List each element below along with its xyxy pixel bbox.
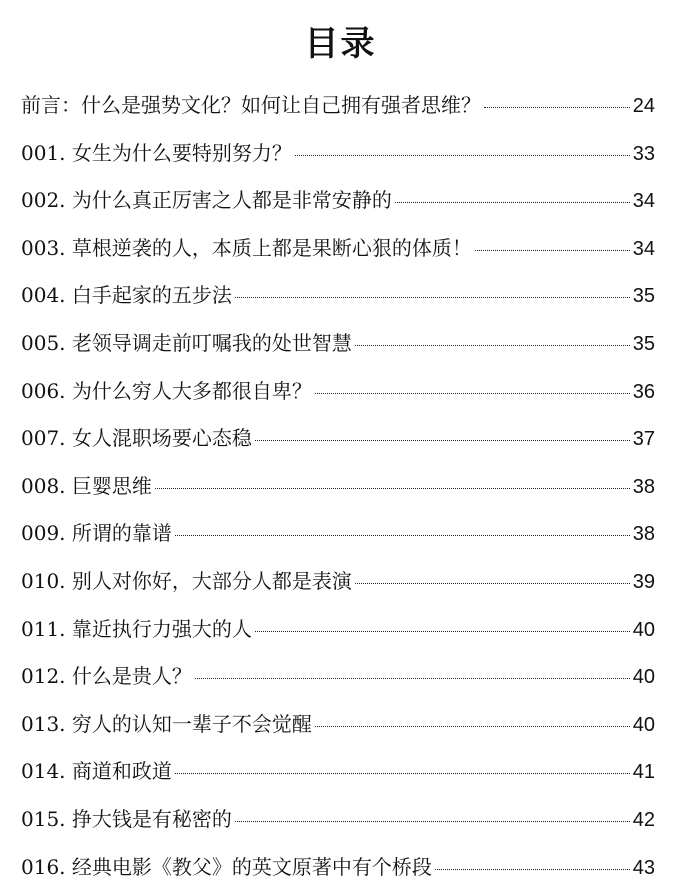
toc-page-number: 43 [632,856,655,879]
toc-page-number: 24 [632,95,655,117]
toc-entry-011[interactable] [21,606,655,654]
toc-entry-004[interactable] [21,272,655,320]
toc-page-number: 38 [632,523,655,546]
toc-entry-title: 008. 巨婴思维 [21,473,152,498]
toc-entry-title: 015. 挣大钱是有秘密的 [21,806,232,831]
toc-page-number: 39 [632,570,655,593]
toc-entry-title: 005. 老领导调走前叮嘱我的处世智慧 [21,330,352,355]
dot-leader [175,773,630,774]
toc-entry-007[interactable] [21,415,655,463]
dot-leader [484,107,630,108]
toc-page-number: 38 [632,475,655,498]
dot-leader [255,440,630,441]
toc-entry-003[interactable] [21,225,655,273]
toc-page-number: 35 [632,332,655,355]
toc-page-number: 36 [632,380,655,403]
toc-entry-title: 011. 靠近执行力强大的人 [21,616,252,641]
toc-entry-014[interactable] [21,748,655,796]
toc-entry-title: 004. 白手起家的五步法 [21,283,232,308]
dot-leader [395,202,630,203]
toc-entry-title: 006. 为什么穷人大多都很自卑？ [21,378,312,403]
dot-leader [355,583,630,584]
dot-leader [195,678,630,679]
toc-entry-012[interactable] [21,653,655,701]
dot-leader [175,535,630,536]
toc-entry-title: 012. 什么是贵人？ [21,664,192,689]
dot-leader [235,297,630,298]
toc-entry-preface[interactable] [21,82,655,130]
dot-leader [295,155,630,156]
toc-title: 目录 [304,24,377,64]
toc-entry-006[interactable] [21,368,655,416]
toc-page-number: 37 [632,428,655,451]
toc-entry-title: 013. 穷人的认知一辈子不会觉醒 [21,711,312,736]
toc-page-number: 33 [632,142,655,165]
toc-entry-title: 016. 经典电影《教父》的英文原著中有个桥段 [21,854,432,879]
toc-page-number: 41 [632,761,655,784]
toc-page-number: 40 [632,713,655,736]
toc-entry-001[interactable] [21,130,655,178]
toc-page-number: 42 [632,808,655,831]
toc-list [21,82,655,891]
toc-entry-title: 007. 女人混职场要心态稳 [21,426,252,451]
dot-leader [255,631,630,632]
toc-page-number: 40 [632,618,655,641]
toc-entry-008[interactable] [21,463,655,511]
toc-entry-009[interactable] [21,510,655,558]
dot-leader [315,393,630,394]
toc-page-number: 34 [632,237,655,260]
dot-leader [435,869,630,870]
dot-leader [315,726,630,727]
toc-entry-title: 003. 草根逆袭的人，本质上都是果断心狠的体质！ [21,235,472,260]
toc-page-number: 35 [632,285,655,308]
toc-entry-title: 009. 所谓的靠谱 [21,521,172,546]
toc-page-number: 34 [632,190,655,213]
toc-entry-010[interactable] [21,558,655,606]
toc-entry-015[interactable] [21,796,655,844]
toc-entry-005[interactable] [21,320,655,368]
dot-leader [355,345,630,346]
toc-entry-002[interactable] [21,177,655,225]
dot-leader [475,250,630,251]
toc-entry-016[interactable] [21,844,655,892]
dot-leader [235,821,630,822]
toc-entry-title: 001. 女生为什么要特别努力？ [21,140,292,165]
toc-entry-013[interactable] [21,701,655,749]
toc-entry-title: 前言：什么是强势文化？如何让自己拥有强者思维？ [21,93,481,117]
toc-entry-title: 010. 别人对你好，大部分人都是表演 [21,568,352,593]
toc-page-number: 40 [632,666,655,689]
toc-entry-title: 014. 商道和政道 [21,759,172,784]
dot-leader [155,488,630,489]
toc-entry-title: 002. 为什么真正厉害之人都是非常安静的 [21,188,392,213]
